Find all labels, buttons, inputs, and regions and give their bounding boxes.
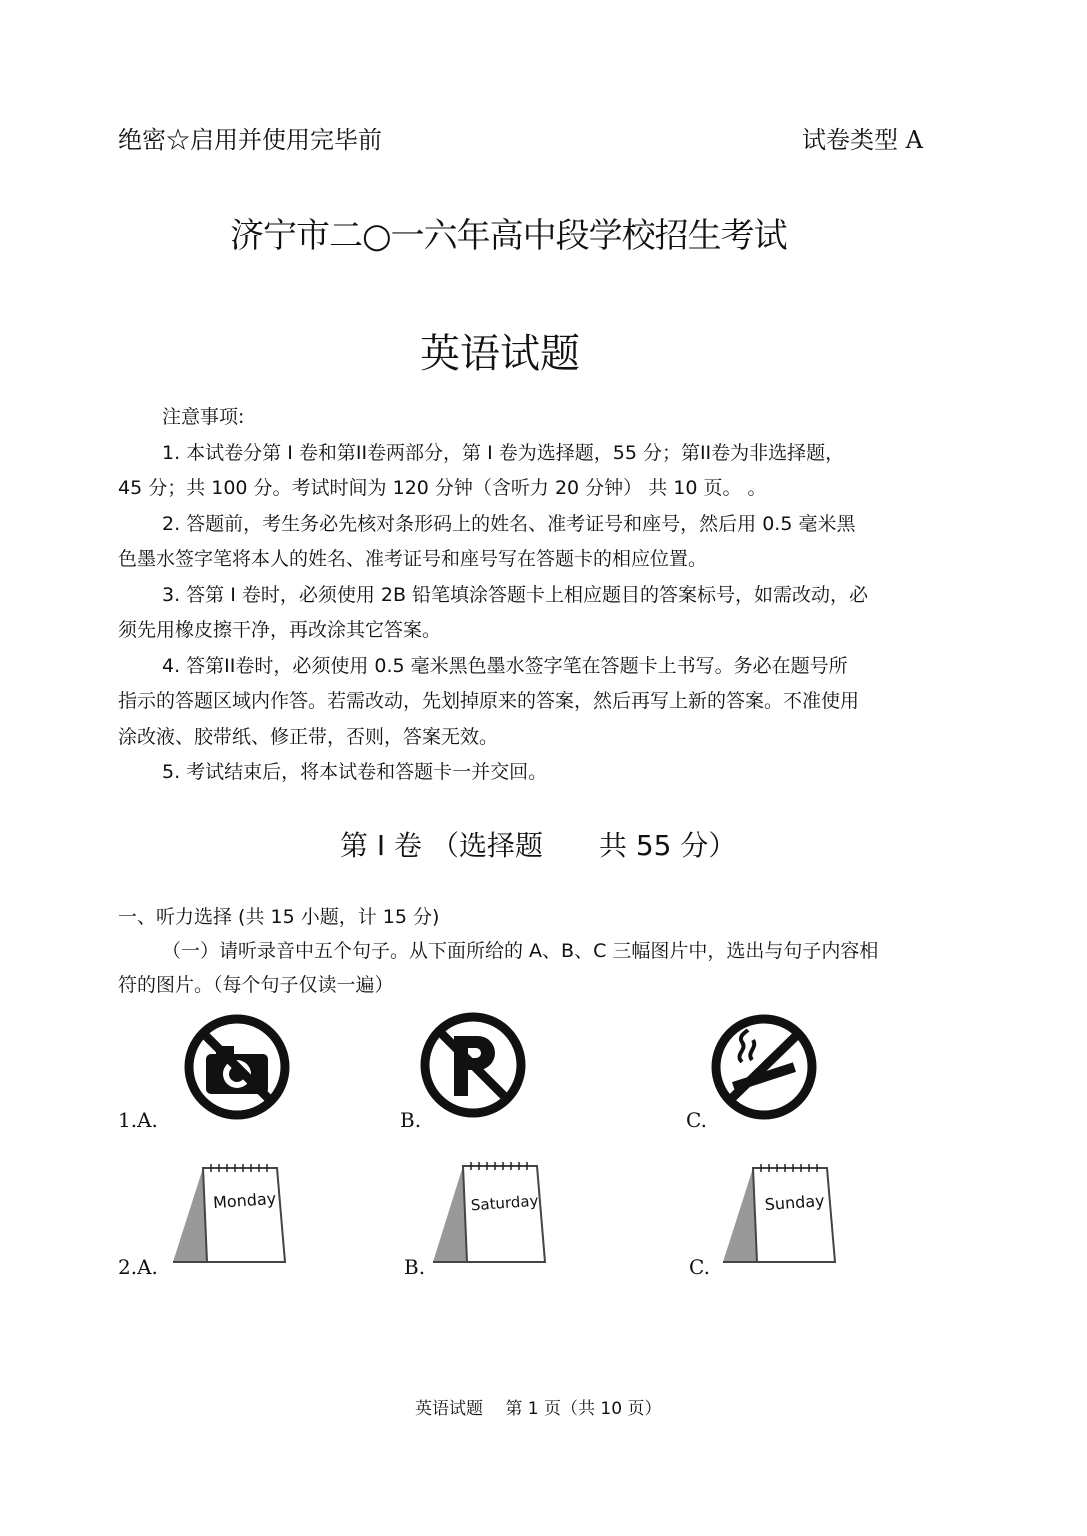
no-parking-icon (418, 1010, 528, 1120)
note-1-line-2: 45 分；共 100 分。考试时间为 120 分钟（含听力 20 分钟） 共 10 页。 。 (118, 477, 767, 499)
notes-heading: 注意事项: (162, 406, 245, 428)
q1-option-b-label: B. (400, 1108, 422, 1132)
note-4-line-2: 指示的答题区域内作答。若需改动，先划掉原来的答案，然后再写上新的答案。不准使用 (118, 690, 860, 712)
q2-option-c-label: C. (689, 1255, 710, 1279)
note-1-line-1: 1. 本试卷分第 I 卷和第II卷两部分，第 I 卷为选择题，55 分；第II卷为非选择题， (162, 441, 845, 464)
calendar-sunday-icon (715, 1162, 840, 1270)
note-2-line-1: 2. 答题前，考生务必先核对条形码上的姓名、准考证号和座号，然后用 0.5 毫米黑 (162, 512, 856, 535)
note-4-line-1: 4. 答第II卷时，必须使用 0.5 毫米黑色墨水签字笔在答题卡上书写。务必在题号所 (162, 654, 848, 677)
q2-option-a-label: 2.A. (118, 1255, 158, 1279)
q2-option-b-label: B. (404, 1255, 426, 1279)
note-3-line-1: 3. 答第 I 卷时，必须使用 2B 铅笔填涂答题卡上相应题目的答案标号，如需改动，必 (162, 583, 869, 606)
calendar-monday-icon (165, 1162, 290, 1270)
part1-instr-2: 符的图片。（每个句子仅读一遍） (118, 974, 394, 996)
subject-title: 英语试题 (420, 331, 580, 377)
notes-block (118, 400, 888, 791)
part1-block (118, 900, 898, 1002)
calendar-day-sunday: Sunday (764, 1190, 826, 1215)
q1-option-c-label: C. (686, 1108, 707, 1132)
note-2-line-2: 色墨水签字笔将本人的姓名、准考证号和座号写在答题卡的相应位置。 (118, 548, 708, 570)
note-3-line-2: 须先用橡皮擦干净，再改涂其它答案。 (118, 619, 442, 641)
q1-option-a-label: 1.A. (118, 1108, 158, 1132)
note-5: 5. 考试结束后，将本试卷和答题卡一并交回。 (162, 761, 548, 783)
section-title: 第 I 卷 （选择题 共 55 分） (340, 829, 737, 862)
header-left: 绝密☆启用并使用完毕前 (118, 126, 382, 154)
header-right: 试卷类型 A (802, 126, 923, 154)
calendar-day-saturday: Saturday (470, 1191, 540, 1215)
note-4-line-3: 涂改液、胶带纸、修正带，否则，答案无效。 (118, 725, 499, 748)
exam-title: 济宁市二○一六年高中段学校招生考试 (230, 216, 787, 256)
no-camera-icon (182, 1012, 292, 1122)
calendar-saturday-icon (425, 1160, 550, 1270)
part1-heading: 一、听力选择 (共 15 小题，计 15 分) (118, 906, 440, 928)
calendar-day-monday: Monday (212, 1188, 277, 1213)
part1-instr-1: （一）请听录音中五个句子。从下面所给的 A、B、C 三幅图片中，选出与句子内容相 (162, 940, 879, 962)
page-footer: 英语试题 第 1 页（共 10 页） (415, 1399, 662, 1419)
no-smoking-icon (708, 1012, 820, 1122)
